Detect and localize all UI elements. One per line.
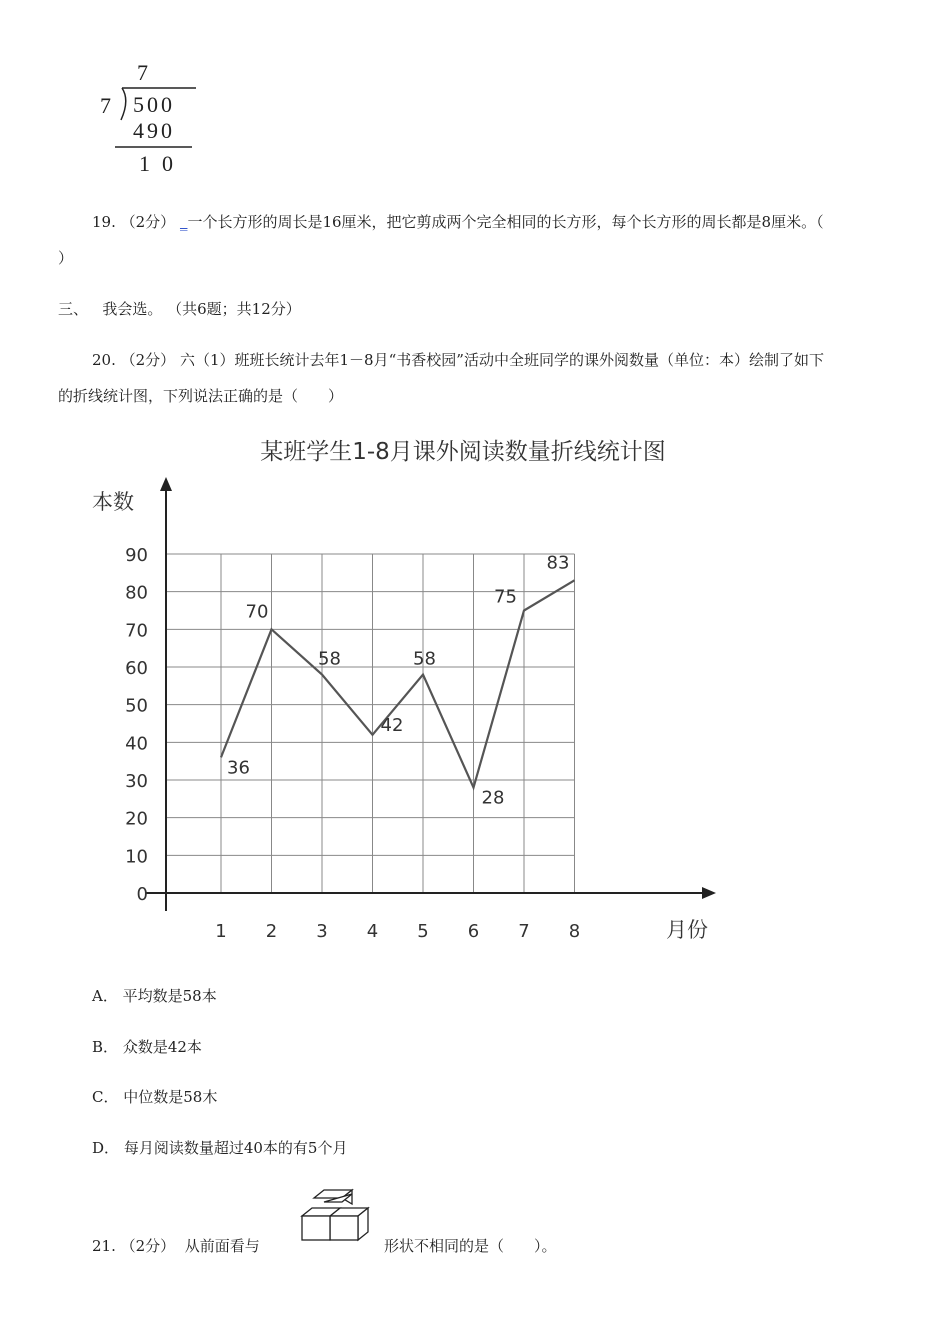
option-b-label: B． bbox=[92, 1038, 119, 1056]
question-20 bbox=[92, 350, 824, 370]
x-tick-label: 3 bbox=[316, 921, 328, 942]
option-d-label: D． bbox=[92, 1139, 120, 1157]
option-d[interactable] bbox=[92, 1138, 347, 1158]
q19-answer-blank[interactable]: _ bbox=[179, 213, 188, 231]
data-label: 28 bbox=[481, 787, 505, 809]
y-tick-label: 70 bbox=[125, 620, 148, 642]
y-tick-label: 20 bbox=[125, 808, 148, 830]
option-d-text: 每月阅读数量超过40本的有5个月 bbox=[123, 1139, 348, 1157]
y-axis-arrow bbox=[160, 477, 172, 491]
chart-x-ticks bbox=[215, 921, 580, 942]
option-a-label: A． bbox=[92, 987, 118, 1005]
x-tick-label: 6 bbox=[467, 921, 480, 942]
y-tick-label: 80 bbox=[125, 582, 148, 604]
chart-y-axis-label: 本数 bbox=[92, 490, 134, 514]
option-a-text: 平均数是58本 bbox=[122, 987, 217, 1005]
y-tick-label: 30 bbox=[125, 771, 148, 792]
q19-number: 19. bbox=[92, 213, 116, 231]
chart-data-labels bbox=[227, 552, 569, 808]
division-remainder: 10 bbox=[139, 151, 185, 176]
q20-text-continued: 的折线统计图，下列说法正确的是（ ） bbox=[58, 387, 344, 405]
option-a[interactable] bbox=[92, 986, 217, 1006]
division-quotient: 7 bbox=[137, 60, 151, 85]
x-tick-label: 8 bbox=[568, 921, 581, 942]
x-tick-label: 1 bbox=[215, 921, 227, 942]
data-label: 83 bbox=[546, 552, 570, 574]
series-line bbox=[221, 580, 575, 787]
chart-series bbox=[221, 580, 575, 787]
x-tick-label: 5 bbox=[417, 921, 429, 942]
q19-score: （2分） bbox=[120, 213, 176, 231]
q21-text-before: 从前面看与 bbox=[184, 1237, 260, 1255]
y-tick-label: 50 bbox=[125, 695, 148, 717]
section-3-heading bbox=[58, 299, 301, 319]
x-tick-label: 4 bbox=[366, 921, 379, 942]
data-label: 75 bbox=[494, 586, 517, 608]
data-label: 36 bbox=[227, 757, 250, 779]
chart-y-ticks bbox=[125, 545, 148, 905]
data-label: 42 bbox=[380, 714, 404, 736]
q20-text: 六（1）班班长统计去年1－8月“书香校园”活动中全班同学的课外阅数量（单位：本）绘制了如下 bbox=[179, 351, 824, 369]
y-tick-label: 0 bbox=[136, 884, 148, 905]
section-3-label: 三、 bbox=[58, 300, 89, 318]
chart-x-axis-label: 月份 bbox=[666, 918, 708, 942]
q19-text: 一个长方形的周长是16厘米，把它剪成两个完全相同的长方形，每个长方形的周长都是8厘米。（ bbox=[187, 213, 824, 231]
question-21 bbox=[92, 1236, 260, 1256]
x-axis-arrow bbox=[702, 887, 716, 899]
section-3-title: 我会选。 bbox=[102, 300, 163, 318]
y-tick-label: 10 bbox=[125, 846, 148, 868]
y-tick-label: 60 bbox=[125, 658, 148, 679]
x-tick-label: 2 bbox=[265, 921, 278, 942]
data-label: 58 bbox=[413, 648, 436, 670]
chart-title: 某班学生1-8月课外阅读数量折线统计图 bbox=[260, 439, 666, 465]
option-b-text: 众数是42本 bbox=[122, 1038, 202, 1056]
division-product: 490 bbox=[133, 118, 175, 143]
division-divisor: 7 bbox=[100, 93, 114, 118]
y-tick-label: 90 bbox=[125, 545, 148, 566]
option-c-label: C． bbox=[92, 1088, 119, 1106]
section-3-info: （共6题；共12分） bbox=[167, 300, 301, 318]
option-c[interactable] bbox=[92, 1087, 217, 1107]
option-b[interactable] bbox=[92, 1037, 202, 1057]
q21-number: 21. bbox=[92, 1237, 116, 1255]
q19-text-continued: ） bbox=[58, 249, 74, 267]
y-tick-label: 40 bbox=[125, 733, 148, 755]
data-label: 58 bbox=[318, 648, 341, 670]
q21-score: （2分） bbox=[120, 1237, 176, 1255]
q20-number: 20. bbox=[92, 351, 116, 369]
line-chart bbox=[70, 425, 750, 955]
data-label: 70 bbox=[245, 601, 269, 623]
q20-score: （2分） bbox=[120, 351, 176, 369]
cube-stack-figure bbox=[290, 1188, 378, 1250]
q21-text-after: 形状不相同的是（ ）。 bbox=[384, 1237, 557, 1255]
option-c-text: 中位数是58木 bbox=[123, 1088, 218, 1106]
question-19 bbox=[92, 212, 824, 232]
long-division-figure bbox=[95, 60, 205, 180]
x-tick-label: 7 bbox=[518, 921, 530, 942]
division-dividend: 500 bbox=[133, 92, 175, 117]
